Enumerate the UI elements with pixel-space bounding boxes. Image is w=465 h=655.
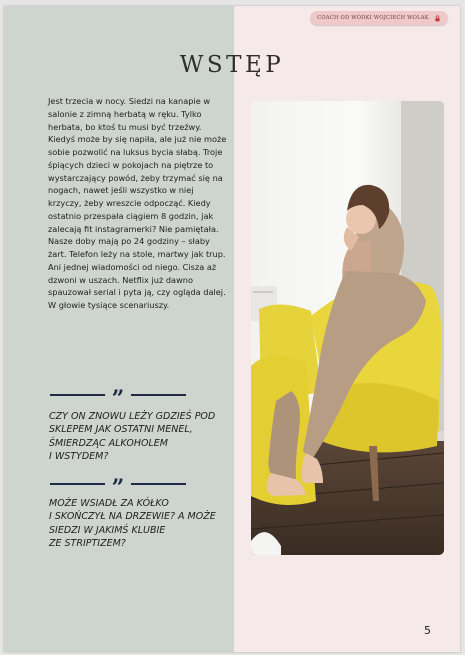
- quote-icon: ”: [111, 386, 125, 412]
- intro-paragraph: Jest trzecia w nocy. Siedzi na kanapie w salonie z zimną herbatą w ręku. Tylko herbata, bo ktoś tu musi być trzeźwy. Kiedyś może by się napiła, ale już nie może sobie pozwolić na luksus bycia słabą. Troje śpiących dzieci w pokojach na piętrze to wystarczający powód, żeby trzymać się na nogach, nawet jeśli wszystko w niej krzyczy, żeby wreszcie odpocząć. Kiedy ostatnio przespała ciągiem 8 godzin, jak zalecają fit instagramerki? Nie pamiętała. Nasze doby mają po 24 godziny – słaby żart. Telefon leży na stole, martwy jak trup. Ani jednej wiadomości od niego. Cisza aż dzwoni w uszach. Netflix już dawno spauzował serial i pyta ją, czy ogląda dalej. W głowie tysiące scenariuszy.: [48, 96, 227, 310]
- quote-divider-1: [50, 386, 186, 412]
- page: [4, 6, 460, 652]
- quote-2: MOŻE WSIADŁ ZA KÓŁKO I SKOŃCZYŁ NA DRZEWIE? A MOŻE SIEDZI W JAKIMŚ KLUBIE ZE STRIPTIZEM?: [49, 498, 216, 550]
- quote-divider-2: [50, 475, 186, 501]
- page-number: 5: [424, 624, 431, 637]
- page-title: WSTĘP: [179, 52, 285, 78]
- woman-in-armchair-photo: [251, 101, 444, 555]
- brand-badge: [310, 11, 448, 25]
- badge-text: COACH OD WÓDKI WOJCIECH WOLAK: [317, 15, 429, 21]
- quote-icon: ”: [111, 475, 125, 501]
- lock-icon: [434, 15, 441, 22]
- quote-1: CZY ON ZNOWU LEŻY GDZIEŚ POD SKLEPEM JAK OSTATNI MENEL, ŚMIERDZĄC ALKOHOLEM I WSTYDEM?: [49, 411, 216, 463]
